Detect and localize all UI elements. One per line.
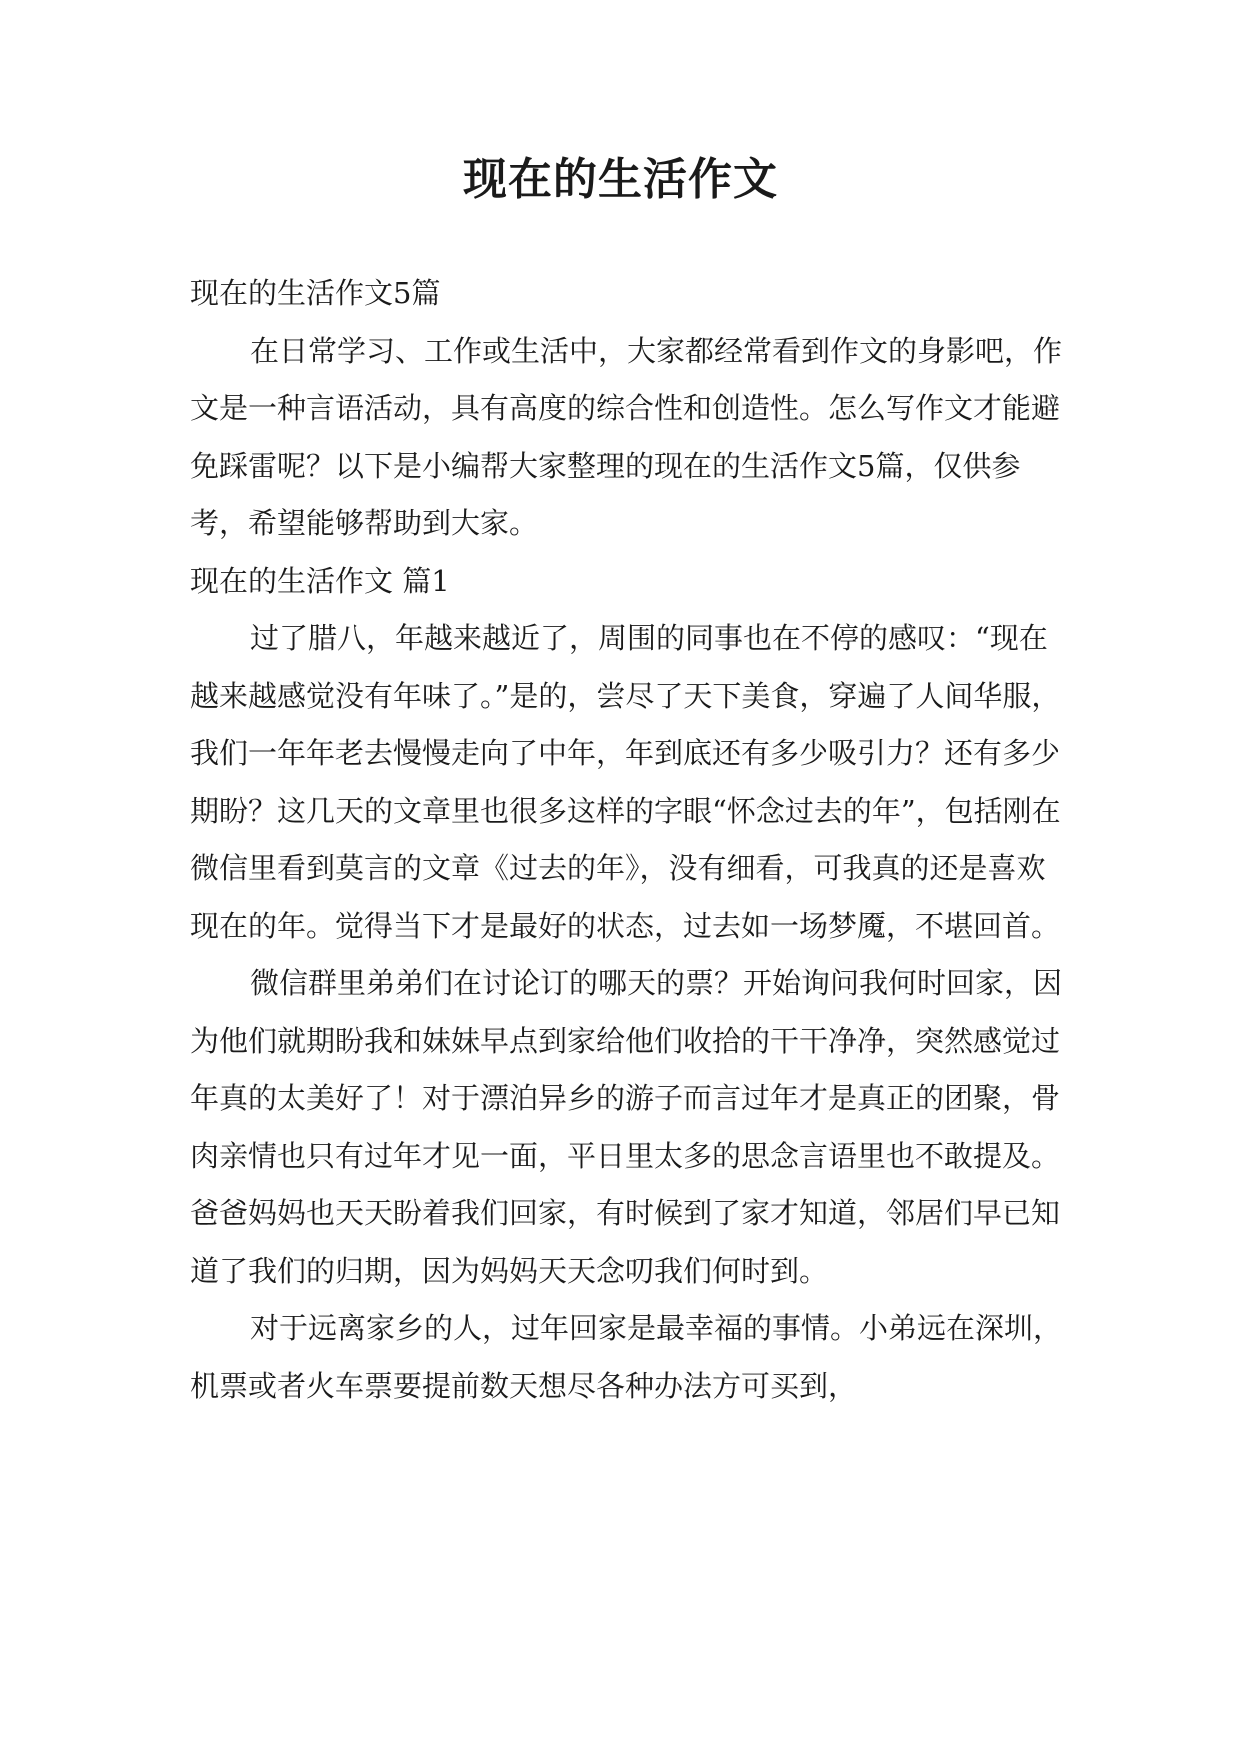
body-paragraph: 微信群里弟弟们在讨论订的哪天的票？开始询问我何时回家，因为他们就期盼我和妹妹早点到家给他们收拾的干干净净，突然感觉过年真的太美好了！对于漂泊异乡的游子而言过年才是真正的团聚，骨肉亲情也只有过年才见一面，平日里太多的思念言语里也不敢提及。爸爸妈妈也天天盼着我们回家，有时候到了家才知道，邻居们早已知道了我们的归期，因为妈妈天天念叨我们何时到。 <box>190 966 1063 1288</box>
document-body <box>190 265 1070 1415</box>
document-subtitle: 现在的生活作文5篇 <box>190 276 441 310</box>
body-paragraph: 过了腊八，年越来越近了，周围的同事也在不停的感叹：“现在越来越感觉没有年味了。”是的，尝尽了天下美食，穿遍了人间华服，我们一年年老去慢慢走向了中年，年到底还有多少吸引力？还有多少期盼？这几天的文章里也很多这样的字眼“怀念过去的年”，包括刚在微信里看到莫言的文章《过去的年》，没有细看，可我真的还是喜欢现在的年。觉得当下才是最好的状态，过去如一场梦魇，不堪回首。 <box>190 621 1061 943</box>
section-heading: 现在的生活作文 篇1 <box>190 563 450 598</box>
intro-paragraph: 在日常学习、工作或生活中，大家都经常看到作文的身影吧，作文是一种言语活动，具有高度的综合性和创造性。怎么写作文才能避免踩雷呢？以下是小编帮大家整理的现在的生活作文5篇，仅供参考，希望能够帮助到大家。 <box>190 333 1063 540</box>
document-title: 现在的生活作文 <box>463 154 778 205</box>
body-paragraph: 对于远离家乡的人，过年回家是最幸福的事情。小弟远在深圳，机票或者火车票要提前数天想尽各种办法方可买到， <box>190 1311 1063 1403</box>
